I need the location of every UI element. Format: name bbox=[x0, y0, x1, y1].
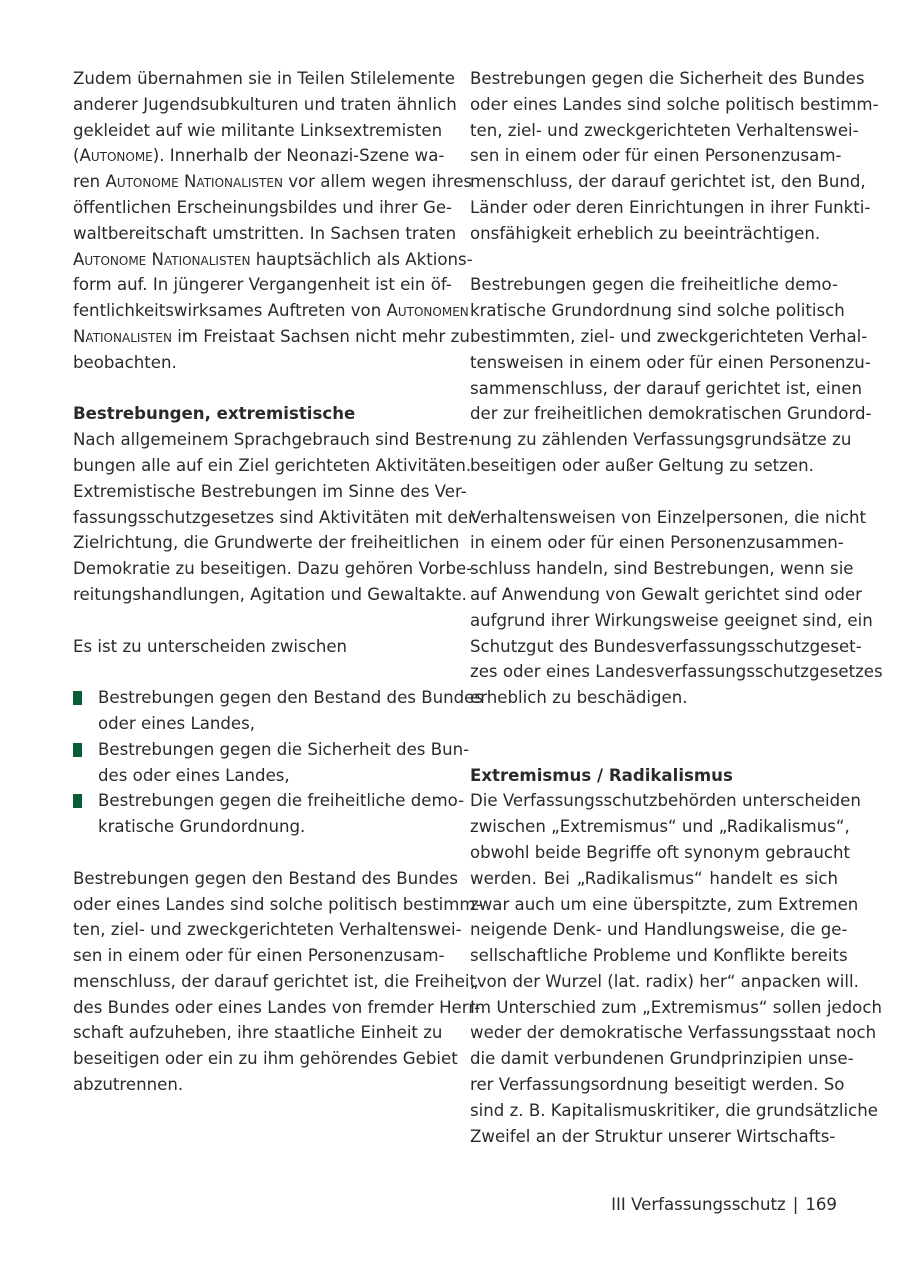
paragraph-bestand-des-bundes bbox=[73, 866, 482, 1098]
text-line: schaft aufzuheben, ihre staatliche Einheit zu bbox=[73, 1023, 443, 1043]
text-segment: fentlichkeitswirksames Auftreten von bbox=[73, 301, 387, 321]
text-line: sellschaftliche Probleme und Konflikte bereits bbox=[470, 946, 848, 966]
text-line: beseitigen oder außer Geltung zu setzen. bbox=[470, 455, 814, 475]
text-line: zes oder eines Landesverfassungsschutzgesetzes bbox=[470, 662, 883, 682]
text-line: zwischen „Extremismus“ und „Radikalismus“, bbox=[470, 817, 850, 837]
text-line: „von der Wurzel (lat. radix) her“ anpacken will. bbox=[470, 971, 859, 991]
text-line: reitungshandlungen, Agitation und Gewaltakte. bbox=[73, 584, 467, 604]
bullet-list bbox=[73, 685, 484, 840]
paragraph-sicherheit-des-bundes bbox=[470, 66, 879, 247]
text-line: neigende Denk- und Handlungsweise, die ge- bbox=[470, 920, 848, 940]
text-segment: hauptsächlich als Aktions- bbox=[250, 249, 473, 269]
text-line: sen in einem oder für einen Personenzusam- bbox=[470, 146, 842, 166]
text-segment: ). Innerhalb der Neonazi-Szene wa- bbox=[152, 146, 445, 166]
text-line: form auf. In jüngerer Vergangenheit ist ein öf- bbox=[73, 275, 452, 295]
small-caps-term: Autonomen bbox=[386, 301, 469, 321]
footer-section-title: III Verfassungsschutz bbox=[611, 1195, 786, 1214]
text-line: oder eines Landes sind solche politisch bestimm- bbox=[73, 894, 482, 914]
text-line: die damit verbundenen Grundprinzipien unse- bbox=[470, 1049, 854, 1069]
page-number: 169 bbox=[805, 1195, 837, 1214]
text-line: kratische Grundordnung sind solche politisch bbox=[470, 301, 845, 321]
text-line: Bestrebungen gegen die freiheitliche demo- bbox=[470, 275, 838, 295]
text-line: des oder eines Landes, bbox=[98, 765, 290, 785]
small-caps-term: Nationalisten bbox=[73, 326, 172, 346]
square-bullet-icon bbox=[73, 743, 82, 757]
text-line: zwar auch um eine überspitzte, zum Extremen bbox=[470, 894, 859, 914]
bullet-item bbox=[73, 685, 484, 737]
text-line: Extremistische Bestrebungen im Sinne des Ver- bbox=[73, 481, 467, 501]
small-caps-term: Autonome bbox=[79, 146, 153, 166]
text-line: Bestrebungen gegen den Bestand des Bundes bbox=[98, 688, 484, 708]
text-line: schluss handeln, sind Bestrebungen, wenn sie bbox=[470, 559, 854, 579]
text-line: gekleidet auf wie militante Linksextremisten bbox=[73, 120, 443, 140]
text-line: bungen alle auf ein Ziel gerichteten Aktivitäten. bbox=[73, 455, 472, 475]
square-bullet-icon bbox=[73, 794, 82, 808]
square-bullet-icon bbox=[73, 691, 82, 705]
text-segment: ren bbox=[73, 172, 106, 192]
paragraph-autonome-nationalisten bbox=[73, 66, 473, 376]
text-line: obwohl beide Begriffe oft synonym gebraucht bbox=[470, 842, 850, 862]
text-line: beobachten. bbox=[73, 352, 177, 372]
text-line: werden. Bei „Radikalismus“ handelt es sich bbox=[470, 868, 838, 888]
text-line: Verhaltensweisen von Einzelpersonen, die nicht bbox=[470, 507, 866, 527]
text-line: Es ist zu unterscheiden zwischen bbox=[73, 636, 348, 656]
page-footer bbox=[611, 1194, 837, 1216]
heading-extremismus-radikalismus: Extremismus / Radikalismus bbox=[470, 765, 733, 785]
paragraph-grundordnung bbox=[470, 272, 872, 478]
text-line: bestimmten, ziel- und zweckgerichteten Verhal- bbox=[470, 326, 868, 346]
text-segment: im Freistaat Sachsen nicht mehr zu bbox=[171, 326, 470, 346]
text-line bbox=[73, 143, 445, 169]
text-line: Die Verfassungsschutzbehörden unterscheiden bbox=[470, 791, 861, 811]
text-line: beseitigen oder ein zu ihm gehörendes Gebiet bbox=[73, 1049, 458, 1069]
text-line: ten, ziel- und zweckgerichteten Verhaltenswei- bbox=[73, 920, 462, 940]
text-line: der zur freiheitlichen demokratischen Grundord- bbox=[470, 404, 872, 424]
text-line bbox=[73, 169, 473, 195]
right-column bbox=[470, 66, 883, 1149]
text-segment: vor allem wegen ihres bbox=[282, 172, 473, 192]
text-line: öffentlichen Erscheinungsbildes und ihrer Ge- bbox=[73, 197, 453, 217]
text-line: weder der demokratische Verfassungsstaat noch bbox=[470, 1023, 877, 1043]
heading-bestrebungen-extremistische: Bestrebungen, extremistische bbox=[73, 404, 356, 424]
text-line: Zielrichtung, die Grundwerte der freiheitlichen bbox=[73, 533, 460, 553]
text-line: nung zu zählenden Verfassungsgrundsätze zu bbox=[470, 430, 852, 450]
text-line: Demokratie zu beseitigen. Dazu gehören Vorbe- bbox=[73, 559, 473, 579]
text-line: oder eines Landes, bbox=[98, 713, 256, 733]
text-line: Bestrebungen gegen die freiheitliche demo- bbox=[98, 791, 465, 811]
text-line: abzutrennen. bbox=[73, 1075, 184, 1095]
text-line: oder eines Landes sind solche politisch bestimm- bbox=[470, 94, 879, 114]
text-line bbox=[73, 298, 469, 324]
bullet-item bbox=[73, 737, 470, 789]
text-line: rer Verfassungsordnung beseitigt werden. So bbox=[470, 1075, 845, 1095]
paragraph-extremismus-radikalismus bbox=[470, 788, 882, 1149]
footer-separator: | bbox=[792, 1195, 799, 1214]
text-line: waltbereitschaft umstritten. In Sachsen traten bbox=[73, 223, 457, 243]
text-line: sammenschluss, der darauf gerichtet ist, einen bbox=[470, 378, 862, 398]
text-line: fassungsschutzgesetzes sind Aktivitäten mit der bbox=[73, 507, 475, 527]
text-line: des Bundes oder eines Landes von fremder Herr- bbox=[73, 997, 481, 1017]
text-line: auf Anwendung von Gewalt gerichtet sind oder bbox=[470, 584, 862, 604]
paragraph-unterscheidung bbox=[73, 634, 441, 660]
bullet-item bbox=[73, 788, 465, 840]
text-line: Schutzgut des Bundesverfassungsschutzgeset- bbox=[470, 636, 862, 656]
small-caps-term: Autonome Nationalisten bbox=[73, 249, 251, 269]
text-segment: ( bbox=[73, 146, 80, 166]
text-line: erheblich zu beschädigen. bbox=[470, 688, 688, 708]
text-line: Nach allgemeinem Sprachgebrauch sind Bestre- bbox=[73, 430, 475, 450]
paragraph-einzelpersonen bbox=[470, 505, 883, 711]
text-line: anderer Jugendsubkulturen und traten ähnlich bbox=[73, 94, 457, 114]
paragraph-bestrebungen-definition bbox=[73, 427, 475, 608]
text-line: menschluss, der darauf gerichtet ist, den Bund, bbox=[470, 172, 866, 192]
text-line bbox=[73, 247, 473, 273]
text-line: sen in einem oder für einen Personenzusam- bbox=[73, 946, 445, 966]
text-line: kratische Grundordnung. bbox=[98, 817, 306, 837]
text-line: aufgrund ihrer Wirkungsweise geeignet sind, ein bbox=[470, 610, 873, 630]
text-line: onsfähigkeit erheblich zu beeinträchtigen. bbox=[470, 223, 821, 243]
text-line: in einem oder für einen Personenzusammen- bbox=[470, 533, 844, 553]
text-line: Zweifel an der Struktur unserer Wirtschafts- bbox=[470, 1126, 836, 1146]
text-line: Länder oder deren Einrichtungen in ihrer Funkti- bbox=[470, 197, 871, 217]
left-column bbox=[73, 66, 484, 1098]
text-line: Bestrebungen gegen den Bestand des Bundes bbox=[73, 868, 459, 888]
text-line: sind z. B. Kapitalismuskritiker, die grundsätzliche bbox=[470, 1100, 878, 1120]
text-line: tensweisen in einem oder für einen Personenzu- bbox=[470, 352, 871, 372]
text-line: ten, ziel- und zweckgerichteten Verhaltenswei- bbox=[470, 120, 859, 140]
small-caps-term: Autonome Nationalisten bbox=[105, 172, 283, 192]
text-line: Im Unterschied zum „Extremismus“ sollen jedoch bbox=[470, 997, 882, 1017]
text-line: Zudem übernahmen sie in Teilen Stilelemente bbox=[73, 69, 456, 88]
text-line: menschluss, der darauf gerichtet ist, die Freiheit bbox=[73, 971, 477, 991]
text-line: Bestrebungen gegen die Sicherheit des Bundes bbox=[470, 69, 865, 88]
text-line bbox=[73, 324, 470, 350]
text-line: Bestrebungen gegen die Sicherheit des Bun- bbox=[98, 739, 470, 759]
